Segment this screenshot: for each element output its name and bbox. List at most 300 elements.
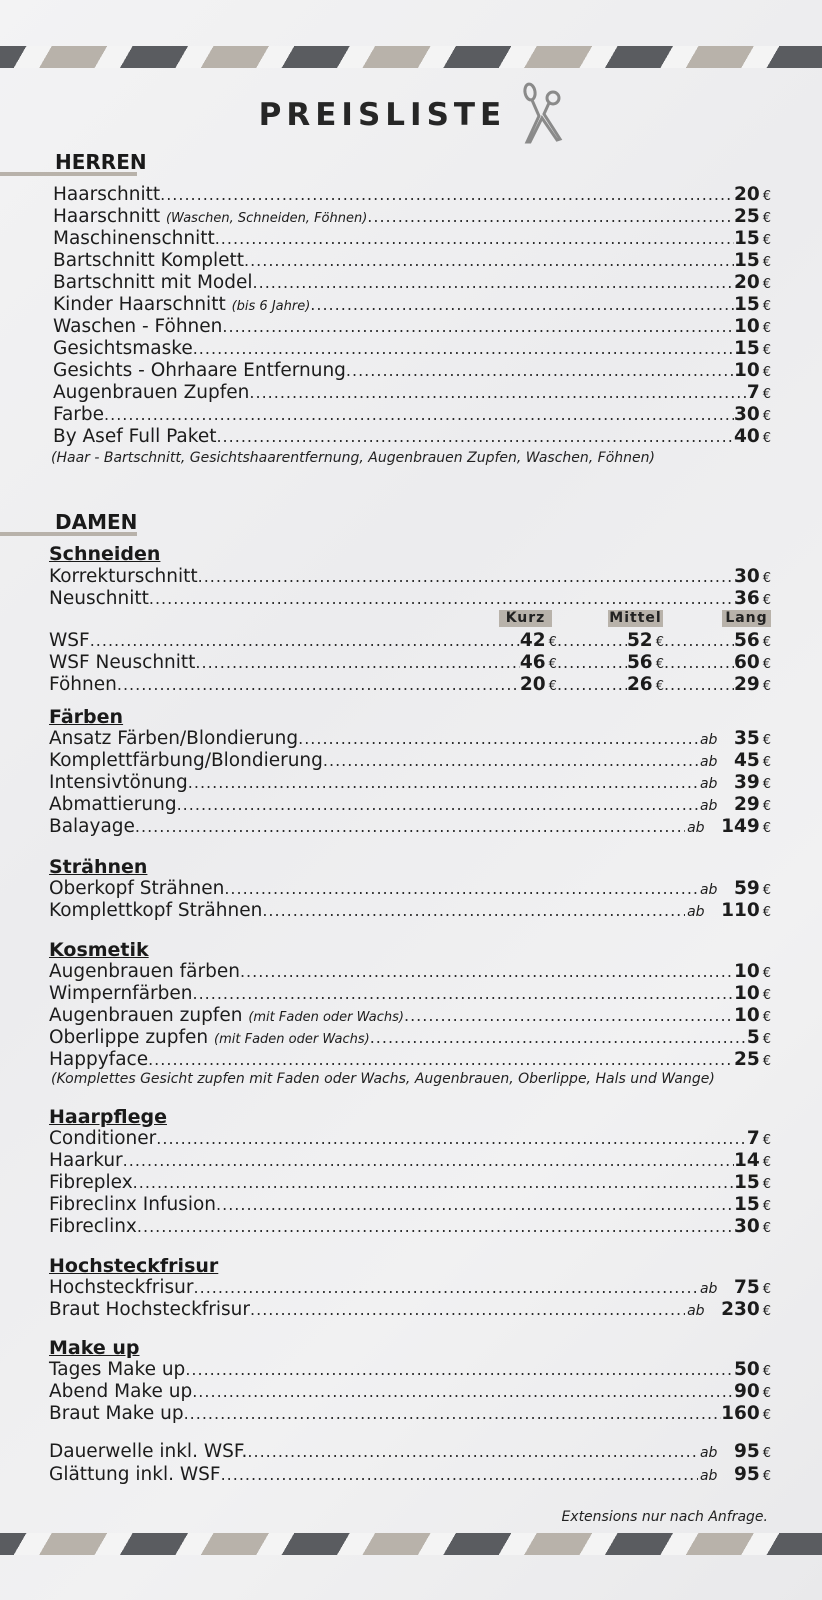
price-row bbox=[53, 272, 771, 294]
price-mittel bbox=[627, 630, 664, 651]
item-label bbox=[49, 794, 177, 815]
dot-leader bbox=[262, 901, 685, 920]
price-row bbox=[53, 404, 771, 426]
price-value: 50 bbox=[733, 1359, 760, 1380]
currency: € bbox=[548, 635, 557, 650]
ab-prefix: ab bbox=[699, 732, 718, 748]
currency: € bbox=[762, 189, 771, 204]
price-row bbox=[53, 360, 771, 382]
item-price bbox=[734, 961, 771, 982]
item-price bbox=[734, 228, 771, 249]
item-label bbox=[49, 1194, 216, 1215]
item-price bbox=[734, 588, 771, 609]
currency: € bbox=[762, 1386, 771, 1401]
ab-prefix: ab bbox=[687, 1303, 705, 1319]
item-label bbox=[53, 206, 367, 227]
price-value: 26 bbox=[626, 674, 653, 695]
scissors-icon bbox=[521, 82, 563, 148]
item-name: Braut Hochsteckfrisur bbox=[49, 1299, 251, 1320]
price-value: 36 bbox=[733, 588, 760, 609]
price-mittel bbox=[627, 652, 664, 673]
price-mittel bbox=[627, 674, 664, 695]
top-stripe-border bbox=[0, 46, 822, 68]
item-label bbox=[49, 1299, 250, 1320]
item-name: Conditioner bbox=[49, 1128, 157, 1149]
price-value: 59 bbox=[733, 878, 760, 899]
item-name: Maschinenschnitt bbox=[53, 228, 215, 249]
dot-leader bbox=[177, 795, 698, 814]
price-value: 149 bbox=[721, 816, 760, 837]
ab-prefix: ab bbox=[699, 1281, 718, 1297]
currency: € bbox=[762, 365, 771, 380]
price-value: 25 bbox=[733, 1049, 760, 1070]
item-label bbox=[49, 878, 224, 899]
price-value: 46 bbox=[519, 652, 546, 673]
currency: € bbox=[655, 635, 664, 650]
price-row bbox=[49, 1441, 771, 1463]
dot-leader bbox=[148, 1050, 734, 1069]
item-name: Happyface bbox=[49, 1049, 149, 1070]
item-name: Augenbrauen färben bbox=[49, 961, 240, 982]
currency: € bbox=[762, 777, 771, 792]
currency: € bbox=[762, 1446, 771, 1461]
item-label bbox=[53, 228, 215, 249]
item-name: Waschen - Föhnen bbox=[53, 316, 223, 337]
currency: € bbox=[762, 1155, 771, 1170]
price-value: 60 bbox=[733, 652, 760, 673]
price-row bbox=[49, 1464, 771, 1486]
title-block bbox=[0, 82, 822, 148]
currency: € bbox=[762, 1010, 771, 1025]
price-value: 10 bbox=[733, 360, 760, 381]
item-label bbox=[49, 816, 135, 837]
subheading-faerben: Färben bbox=[49, 706, 124, 728]
item-label bbox=[49, 1359, 185, 1380]
currency: € bbox=[762, 387, 771, 402]
item-label bbox=[53, 338, 193, 359]
currency: € bbox=[762, 679, 771, 694]
dot-leader bbox=[184, 1404, 722, 1423]
price-kurz bbox=[520, 674, 557, 695]
item-note: (bis 6 Jahre) bbox=[231, 299, 311, 314]
item-price bbox=[721, 816, 771, 837]
ab-prefix: ab bbox=[687, 904, 705, 920]
item-name: Hochsteckfrisur bbox=[49, 1277, 194, 1298]
price-row bbox=[49, 1403, 771, 1425]
price-row bbox=[49, 794, 771, 816]
currency: € bbox=[762, 211, 771, 226]
currency: € bbox=[762, 299, 771, 314]
ab-prefix: ab bbox=[699, 776, 718, 792]
item-price bbox=[734, 1381, 771, 1402]
currency: € bbox=[762, 277, 771, 292]
price-value: 10 bbox=[733, 1005, 760, 1026]
price-value: 14 bbox=[733, 1150, 760, 1171]
price-row bbox=[49, 878, 771, 900]
multi-price-row bbox=[49, 674, 771, 696]
item-price bbox=[734, 294, 771, 315]
price-row bbox=[49, 728, 771, 750]
price-value: 56 bbox=[626, 652, 653, 673]
price-value: 15 bbox=[733, 1172, 760, 1193]
dot-leader bbox=[250, 1300, 685, 1319]
dot-leader bbox=[104, 405, 734, 424]
price-row bbox=[53, 250, 771, 272]
column-mittel: Mittel bbox=[609, 610, 662, 626]
item-label bbox=[49, 728, 298, 749]
price-value: 20 bbox=[733, 184, 760, 205]
dot-leader bbox=[346, 361, 734, 380]
price-value: 15 bbox=[733, 294, 760, 315]
item-name: Haarschnitt bbox=[53, 184, 161, 205]
dot-leader bbox=[367, 207, 734, 226]
price-row bbox=[49, 566, 771, 588]
currency: € bbox=[762, 755, 771, 770]
item-label bbox=[53, 382, 249, 403]
item-note: (mit Faden oder Wachs) bbox=[214, 1032, 370, 1047]
price-row bbox=[49, 750, 771, 772]
item-price bbox=[734, 1441, 771, 1462]
dot-leader bbox=[244, 251, 734, 270]
price-value: 160 bbox=[721, 1403, 760, 1424]
currency: € bbox=[762, 1133, 771, 1148]
item-name: Balayage bbox=[49, 816, 135, 837]
ab-prefix: ab bbox=[699, 1468, 718, 1484]
item-label bbox=[53, 250, 244, 271]
price-row bbox=[53, 228, 771, 250]
item-label bbox=[49, 1172, 133, 1193]
price-value: 25 bbox=[733, 206, 760, 227]
item-name: Neuschnitt bbox=[49, 588, 149, 609]
item-name: Fibreplex bbox=[49, 1172, 133, 1193]
item-name: Haarschnitt bbox=[53, 206, 166, 227]
herren-footnote: (Haar - Bartschnitt, Gesichtshaarentfernung, Augenbrauen Zupfen, Waschen, Föhnen) bbox=[51, 450, 655, 466]
item-label bbox=[49, 900, 262, 921]
price-value: 30 bbox=[733, 1216, 760, 1237]
dot-leader bbox=[192, 1382, 734, 1401]
price-value: 30 bbox=[733, 404, 760, 425]
item-name: Komplettfärbung/Blondierung bbox=[49, 750, 323, 771]
price-row bbox=[49, 1194, 771, 1216]
price-row bbox=[49, 1128, 771, 1150]
dot-leader bbox=[90, 631, 520, 650]
item-price bbox=[734, 728, 771, 749]
item-price bbox=[734, 272, 771, 293]
item-name: By Asef Full Paket bbox=[53, 426, 217, 447]
price-value: 15 bbox=[733, 1194, 760, 1215]
currency: € bbox=[762, 1408, 771, 1423]
item-name: Kinder Haarschnitt bbox=[53, 294, 232, 315]
currency: € bbox=[762, 255, 771, 270]
dot-leader bbox=[195, 653, 519, 672]
currency: € bbox=[762, 821, 771, 836]
ab-prefix: ab bbox=[699, 754, 718, 770]
dot-leader bbox=[149, 589, 734, 608]
herren-heading: HERREN bbox=[55, 150, 147, 174]
currency: € bbox=[762, 409, 771, 424]
item-name: Komplettkopf Strähnen bbox=[49, 900, 263, 921]
item-name: Dauerwelle inkl. WSF. bbox=[49, 1441, 248, 1462]
currency: € bbox=[762, 1304, 771, 1319]
dot-leader bbox=[216, 1195, 734, 1214]
currency: € bbox=[762, 343, 771, 358]
item-name: Haarkur bbox=[49, 1150, 123, 1171]
dot-leader bbox=[323, 751, 698, 770]
item-label bbox=[53, 294, 310, 315]
item-price bbox=[734, 338, 771, 359]
price-value: 52 bbox=[626, 630, 653, 651]
price-lang bbox=[734, 630, 771, 651]
currency: € bbox=[548, 679, 557, 694]
item-price bbox=[734, 772, 771, 793]
item-price bbox=[734, 184, 771, 205]
currency: € bbox=[655, 679, 664, 694]
multi-price-row bbox=[49, 630, 771, 652]
price-row bbox=[53, 184, 771, 206]
dot-leader bbox=[557, 631, 627, 650]
price-row bbox=[53, 206, 771, 228]
currency: € bbox=[655, 657, 664, 672]
dot-leader bbox=[224, 879, 698, 898]
price-value: 10 bbox=[733, 316, 760, 337]
item-label bbox=[49, 961, 240, 982]
price-row bbox=[49, 1049, 771, 1071]
price-row bbox=[53, 316, 771, 338]
dot-leader bbox=[221, 1465, 698, 1484]
item-price bbox=[721, 900, 771, 921]
item-name: Intensivtönung bbox=[49, 772, 188, 793]
dot-leader bbox=[192, 984, 733, 1003]
price-value: 90 bbox=[733, 1381, 760, 1402]
dot-leader bbox=[664, 631, 734, 650]
item-name: Tages Make up bbox=[49, 1359, 186, 1380]
dot-leader bbox=[135, 817, 685, 836]
subheading-schneiden: Schneiden bbox=[49, 543, 161, 565]
dot-leader bbox=[249, 383, 746, 402]
price-row bbox=[49, 961, 771, 983]
currency: € bbox=[762, 1032, 771, 1047]
item-price bbox=[734, 250, 771, 271]
currency: € bbox=[762, 431, 771, 446]
price-value: 29 bbox=[733, 794, 760, 815]
item-price bbox=[721, 1299, 771, 1320]
price-value: 110 bbox=[721, 900, 760, 921]
item-label bbox=[53, 272, 253, 293]
item-price bbox=[734, 1150, 771, 1171]
ab-prefix: ab bbox=[699, 1445, 718, 1461]
dot-leader bbox=[160, 185, 734, 204]
currency: € bbox=[762, 799, 771, 814]
currency: € bbox=[762, 1177, 771, 1192]
price-value: 10 bbox=[733, 961, 760, 982]
dot-leader bbox=[193, 339, 734, 358]
item-price bbox=[734, 1464, 771, 1485]
page-title: PREISLISTE bbox=[258, 97, 507, 133]
currency: € bbox=[762, 733, 771, 748]
currency: € bbox=[762, 657, 771, 672]
dot-leader bbox=[222, 317, 734, 336]
price-value: 95 bbox=[733, 1441, 760, 1462]
price-row bbox=[49, 816, 771, 838]
item-label bbox=[49, 1005, 404, 1026]
item-label bbox=[49, 1027, 370, 1048]
price-value: 95 bbox=[733, 1464, 760, 1485]
item-price bbox=[734, 1277, 771, 1298]
item-price bbox=[734, 794, 771, 815]
item-price bbox=[747, 382, 771, 403]
currency: € bbox=[762, 321, 771, 336]
item-name: Abend Make up bbox=[49, 1381, 193, 1402]
kosmetik-footnote: (Komplettes Gesicht zupfen mit Faden oder Wachs, Augenbrauen, Oberlippe, Hals und Wange) bbox=[51, 1071, 715, 1087]
currency: € bbox=[762, 1364, 771, 1379]
subheading-haarpflege: Haarpflege bbox=[49, 1106, 167, 1128]
currency: € bbox=[548, 657, 557, 672]
currency: € bbox=[762, 1282, 771, 1297]
item-label bbox=[49, 1403, 184, 1424]
item-name: Oberlippe zupfen bbox=[49, 1027, 215, 1048]
item-name: Bartschnitt Komplett bbox=[53, 250, 244, 271]
dot-leader bbox=[298, 729, 698, 748]
currency: € bbox=[762, 988, 771, 1003]
item-label bbox=[49, 588, 149, 609]
item-name: Augenbrauen zupfen bbox=[49, 1005, 249, 1026]
item-price bbox=[734, 426, 771, 447]
currency: € bbox=[762, 571, 771, 586]
currency: € bbox=[762, 635, 771, 650]
item-price bbox=[734, 1049, 771, 1070]
item-price bbox=[734, 566, 771, 587]
extensions-note: Extensions nur nach Anfrage. bbox=[561, 1509, 768, 1525]
currency: € bbox=[762, 905, 771, 920]
dot-leader bbox=[240, 962, 734, 981]
item-note: (Waschen, Schneiden, Föhnen) bbox=[165, 211, 368, 226]
dot-leader bbox=[253, 273, 734, 292]
item-name: Abmattierung bbox=[49, 794, 177, 815]
item-price bbox=[747, 1027, 771, 1048]
price-value: 230 bbox=[721, 1299, 760, 1320]
item-label bbox=[53, 426, 216, 447]
price-row bbox=[49, 1172, 771, 1194]
item-name: Föhnen bbox=[49, 674, 117, 695]
price-value: 7 bbox=[746, 382, 760, 403]
price-row bbox=[49, 1381, 771, 1403]
price-value: 15 bbox=[733, 228, 760, 249]
price-row bbox=[49, 588, 771, 610]
price-row bbox=[49, 772, 771, 794]
item-price bbox=[747, 1128, 771, 1149]
dot-leader bbox=[133, 1173, 734, 1192]
item-label bbox=[49, 1277, 194, 1298]
item-price bbox=[734, 1359, 771, 1380]
item-name: Fibreclinx bbox=[49, 1216, 137, 1237]
ab-prefix: ab bbox=[699, 882, 718, 898]
multi-price-row bbox=[49, 652, 771, 674]
item-label bbox=[53, 360, 346, 381]
ab-prefix: ab bbox=[699, 798, 718, 814]
price-row bbox=[49, 1027, 771, 1049]
item-name: Braut Make up bbox=[49, 1403, 184, 1424]
dot-leader bbox=[664, 653, 734, 672]
item-name: Augenbrauen Zupfen bbox=[53, 382, 250, 403]
price-kurz bbox=[520, 630, 557, 651]
currency: € bbox=[762, 1469, 771, 1484]
currency: € bbox=[762, 883, 771, 898]
item-name: Farbe bbox=[53, 404, 105, 425]
currency: € bbox=[762, 966, 771, 981]
dot-leader bbox=[310, 295, 734, 314]
price-value: 7 bbox=[746, 1128, 760, 1149]
item-label bbox=[53, 404, 104, 425]
item-price bbox=[734, 316, 771, 337]
dot-leader bbox=[370, 1028, 747, 1047]
item-name: Oberkopf Strähnen bbox=[49, 878, 225, 899]
item-name: Wimpernfärben bbox=[49, 983, 193, 1004]
price-lang bbox=[734, 674, 771, 695]
item-name: Gesichtsmaske bbox=[53, 338, 193, 359]
subheading-straehnen: Strähnen bbox=[49, 856, 148, 878]
dot-leader bbox=[198, 567, 734, 586]
price-value: 15 bbox=[733, 338, 760, 359]
price-value: 30 bbox=[733, 566, 760, 587]
price-row bbox=[53, 294, 771, 316]
item-name: Korrekturschnitt bbox=[49, 566, 198, 587]
dot-leader bbox=[194, 1278, 698, 1297]
item-note: (mit Faden oder Wachs) bbox=[248, 1010, 404, 1025]
dot-leader bbox=[247, 1442, 698, 1461]
price-row bbox=[49, 1005, 771, 1027]
item-label bbox=[49, 1381, 192, 1402]
item-name: Fibreclinx Infusion bbox=[49, 1194, 217, 1215]
item-label bbox=[49, 983, 192, 1004]
price-value: 20 bbox=[519, 674, 546, 695]
item-name: Gesichts - Ohrhaare Entfernung bbox=[53, 360, 346, 381]
item-price bbox=[734, 878, 771, 899]
price-value: 20 bbox=[733, 272, 760, 293]
item-name: Bartschnitt mit Model bbox=[53, 272, 253, 293]
price-row bbox=[53, 426, 771, 448]
price-row bbox=[49, 983, 771, 1005]
item-label bbox=[49, 1049, 148, 1070]
item-label bbox=[49, 1464, 221, 1485]
item-price bbox=[734, 1005, 771, 1026]
price-value: 56 bbox=[733, 630, 760, 651]
currency: € bbox=[762, 1054, 771, 1069]
item-label bbox=[49, 566, 198, 587]
price-value: 15 bbox=[733, 250, 760, 271]
item-price bbox=[734, 360, 771, 381]
price-value: 45 bbox=[733, 750, 760, 771]
dot-leader bbox=[117, 675, 520, 694]
item-price bbox=[734, 206, 771, 227]
price-row bbox=[49, 1216, 771, 1238]
dot-leader bbox=[188, 773, 698, 792]
damen-heading: DAMEN bbox=[55, 510, 138, 534]
price-value: 35 bbox=[733, 728, 760, 749]
dot-leader bbox=[557, 675, 627, 694]
column-lang: Lang bbox=[722, 610, 771, 627]
dot-leader bbox=[156, 1129, 747, 1148]
item-price bbox=[734, 750, 771, 771]
item-label bbox=[49, 1216, 137, 1237]
item-name: Glättung inkl. WSF bbox=[49, 1464, 221, 1485]
subheading-hochsteckfrisur: Hochsteckfrisur bbox=[49, 1255, 219, 1277]
item-price bbox=[734, 404, 771, 425]
price-row bbox=[49, 1150, 771, 1172]
price-value: 75 bbox=[733, 1277, 760, 1298]
price-row bbox=[49, 1277, 771, 1299]
dot-leader bbox=[137, 1217, 734, 1236]
item-label bbox=[49, 750, 323, 771]
